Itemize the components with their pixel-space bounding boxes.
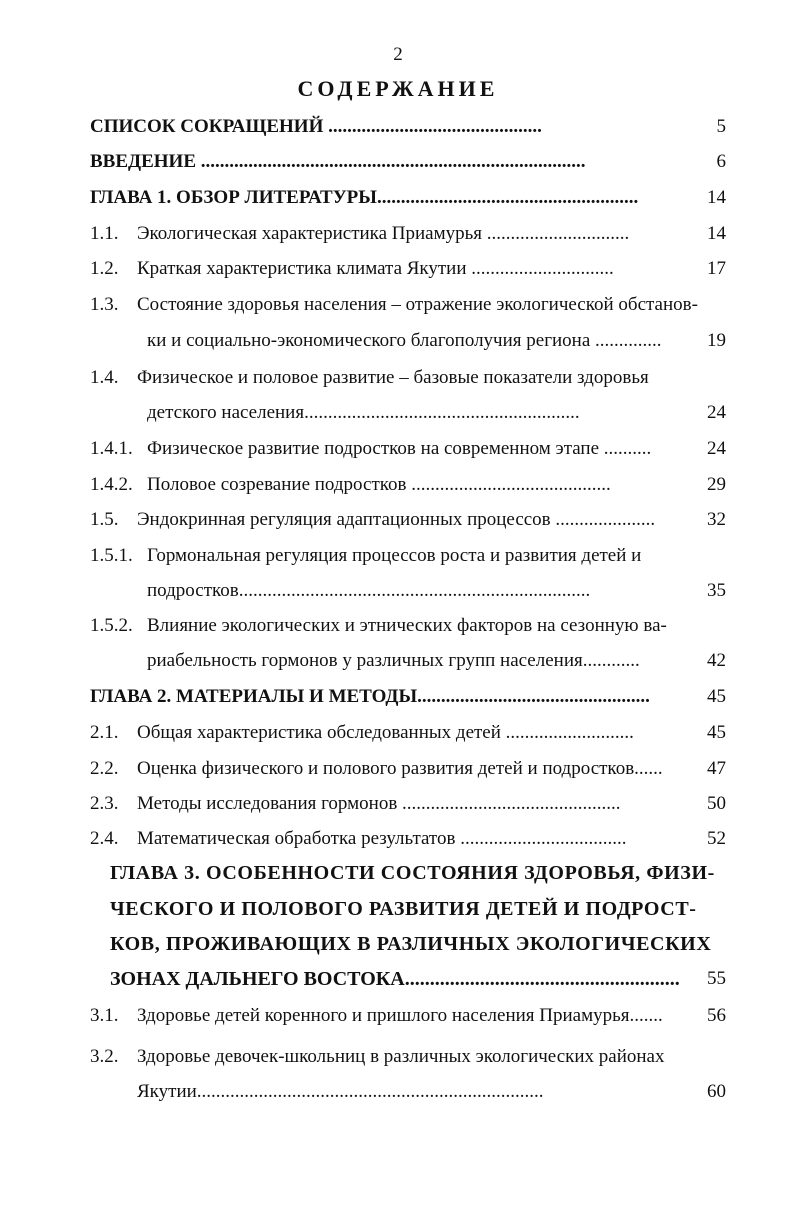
toc-entry-text: Здоровье детей коренного и пришлого населения Приамурья....... xyxy=(137,1005,663,1026)
toc-entry-number: 2.1. xyxy=(90,722,119,743)
toc-entry-page: 6 xyxy=(716,151,726,172)
toc-entry-3-2-cont xyxy=(0,1081,796,1109)
toc-entry-text: Методы исследования гормонов .............................................. xyxy=(137,793,621,814)
toc-entry-abbreviations xyxy=(0,116,796,144)
toc-entry-page: 50 xyxy=(707,793,726,814)
toc-entry-text: Влияние экологических и этнических факторов на сезонную ва- xyxy=(147,615,667,636)
toc-entry-introduction xyxy=(0,151,796,179)
toc-entry-number: 1.4. xyxy=(90,367,119,388)
toc-entry-text: Оценка физического и полового развития детей и подростков...... xyxy=(137,758,663,779)
toc-entry-page: 5 xyxy=(716,116,726,137)
toc-entry-3-1 xyxy=(0,1005,796,1033)
toc-entry-text: Гормональная регуляция процессов роста и развития детей и xyxy=(147,545,642,566)
toc-entry-page: 45 xyxy=(707,686,726,707)
toc-entry-chapter-2 xyxy=(0,686,796,714)
page-number: 2 xyxy=(393,44,403,65)
toc-entry-page: 14 xyxy=(707,223,726,244)
toc-entry-number: 1.4.1. xyxy=(90,438,133,459)
toc-entry-text: Краткая характеристика климата Якутии .............................. xyxy=(137,258,614,279)
toc-entry-number: 1.3. xyxy=(90,294,119,315)
toc-entry-text: подростков.......................................................................... xyxy=(147,580,591,601)
toc-entry-page: 35 xyxy=(707,580,726,601)
toc-entry-page: 52 xyxy=(707,828,726,849)
toc-entry-1-4-2 xyxy=(0,474,796,502)
toc-entry-2-3 xyxy=(0,793,796,821)
toc-entry-text: ки и социально-экономического благополучия региона .............. xyxy=(147,330,662,351)
toc-entry-text: Математическая обработка результатов ................................... xyxy=(137,828,627,849)
toc-entry-number: 1.5.2. xyxy=(90,615,133,636)
toc-entry-page: 29 xyxy=(707,474,726,495)
toc-entry-page: 55 xyxy=(707,968,726,989)
toc-entry-1-1 xyxy=(0,223,796,251)
toc-entry-chapter-1 xyxy=(0,187,796,215)
toc-entry-1-4-cont xyxy=(0,402,796,430)
toc-entry-number: 1.1. xyxy=(90,223,119,244)
toc-entry-page: 19 xyxy=(707,330,726,351)
toc-entry-1-5 xyxy=(0,509,796,537)
toc-entry-text: ВВЕДЕНИЕ ................................................................................. xyxy=(90,151,586,172)
toc-entry-text: Физическое развитие подростков на современном этапе .......... xyxy=(147,438,652,459)
toc-entry-1-3-cont xyxy=(0,330,796,358)
toc-entry-text: Состояние здоровья населения – отражение экологической обстанов- xyxy=(137,294,698,315)
toc-entry-text: Здоровье девочек-школьниц в различных экологических районах xyxy=(137,1046,665,1067)
toc-entry-1-4-1 xyxy=(0,438,796,466)
toc-entry-page: 56 xyxy=(707,1005,726,1026)
toc-entry-2-4 xyxy=(0,828,796,856)
toc-entry-1-3 xyxy=(0,294,796,322)
toc-entry-1-5-2-cont xyxy=(0,650,796,678)
toc-entry-text: Половое созревание подростков .......................................... xyxy=(147,474,611,495)
toc-entry-number: 3.2. xyxy=(90,1046,119,1067)
toc-entry-number: 2.4. xyxy=(90,828,119,849)
toc-entry-2-2 xyxy=(0,758,796,786)
toc-entry-page: 24 xyxy=(707,438,726,459)
toc-entry-text: детского населения.......................................................... xyxy=(147,402,580,423)
toc-entry-text: Эндокринная регуляция адаптационных процессов ..................... xyxy=(137,509,656,530)
toc-entry-number: 1.2. xyxy=(90,258,119,279)
toc-entry-1-4 xyxy=(0,367,796,395)
toc-entry-1-2 xyxy=(0,258,796,286)
chapter-3-title-line-3: КОВ, ПРОЖИВАЮЩИХ В РАЗЛИЧНЫХ ЭКОЛОГИЧЕСКИХ xyxy=(110,933,712,955)
toc-entry-text: Экологическая характеристика Приамурья .............................. xyxy=(137,223,630,244)
toc-entry-1-5-1-cont xyxy=(0,580,796,608)
toc-entry-page: 47 xyxy=(707,758,726,779)
toc-entry-page: 14 xyxy=(707,187,726,208)
toc-entry-1-5-1 xyxy=(0,545,796,573)
toc-entry-number: 1.4.2. xyxy=(90,474,133,495)
toc-entry-number: 1.5.1. xyxy=(90,545,133,566)
toc-entry-page: 45 xyxy=(707,722,726,743)
toc-entry-number: 1.5. xyxy=(90,509,119,530)
page-title: СОДЕРЖАНИЕ xyxy=(297,76,499,101)
toc-entry-text: ГЛАВА 2. МАТЕРИАЛЫ И МЕТОДЫ................................................. xyxy=(90,686,650,707)
chapter-3-title-line-1: ГЛАВА 3. ОСОБЕННОСТИ СОСТОЯНИЯ ЗДОРОВЬЯ, ФИЗИ- xyxy=(110,862,715,884)
toc-entry-number: 2.2. xyxy=(90,758,119,779)
toc-entry-3-2 xyxy=(0,1046,796,1074)
toc-entry-1-5-2 xyxy=(0,615,796,643)
toc-entry-page: 24 xyxy=(707,402,726,423)
toc-entry-text: Общая характеристика обследованных детей ........................... xyxy=(137,722,634,743)
toc-entry-text: Физическое и половое развитие – базовые показатели здоровья xyxy=(137,367,649,388)
toc-entry-text: риабельность гормонов у различных групп населения............ xyxy=(147,650,640,671)
toc-entry-text: Якутии......................................................................... xyxy=(137,1081,544,1102)
toc-entry-text: СПИСОК СОКРАЩЕНИЙ ............................................. xyxy=(90,116,542,137)
toc-entry-text: ГЛАВА 1. ОБЗОР ЛИТЕРАТУРЫ....................................................... xyxy=(90,187,639,208)
toc-entry-page: 17 xyxy=(707,258,726,279)
toc-entry-number: 3.1. xyxy=(90,1005,119,1026)
toc-entry-number: 2.3. xyxy=(90,793,119,814)
toc-entry-2-1 xyxy=(0,722,796,750)
toc-entry-page: 42 xyxy=(707,650,726,671)
toc-entry-page: 32 xyxy=(707,509,726,530)
chapter-3-title-line-4: ЗОНАХ ДАЛЬНЕГО ВОСТОКА....................................................... xyxy=(110,968,680,990)
toc-entry-chapter-3 xyxy=(0,968,796,996)
chapter-3-title-line-2: ЧЕСКОГО И ПОЛОВОГО РАЗВИТИЯ ДЕТЕЙ И ПОДРОСТ- xyxy=(110,898,697,920)
toc-entry-page: 60 xyxy=(707,1081,726,1102)
